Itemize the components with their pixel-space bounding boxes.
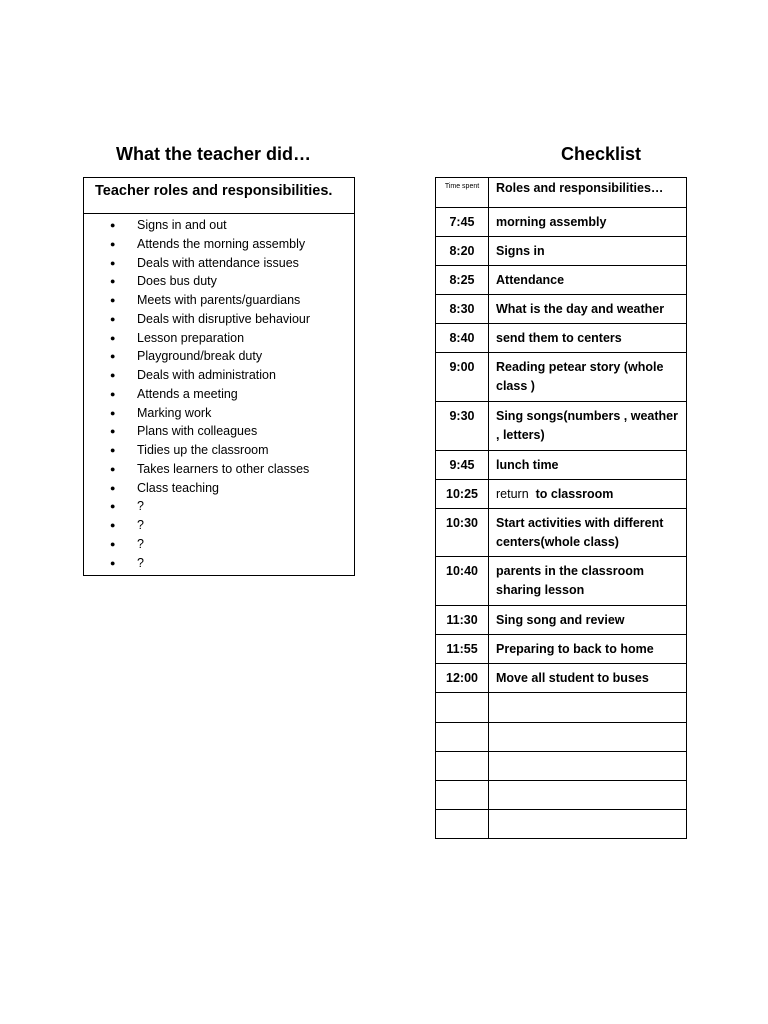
checklist-table	[435, 177, 687, 839]
bullet-icon: ●	[110, 463, 116, 474]
checklist-row	[436, 557, 687, 606]
left-heading: What the teacher did…	[116, 144, 312, 164]
time-spent-header: Time spent	[436, 178, 489, 208]
role-cell: Sing songs(numbers , weather , letters)	[489, 402, 687, 451]
time-cell: 10:40	[436, 557, 489, 606]
role-cell	[489, 810, 687, 839]
time-cell: 8:30	[436, 295, 489, 324]
checklist-row	[436, 635, 687, 664]
bullet-icon: ●	[110, 351, 116, 362]
role-cell	[489, 480, 687, 509]
time-cell	[436, 723, 489, 752]
role-item-label: Playground/break duty	[137, 349, 263, 364]
bullet-icon: ●	[110, 501, 116, 512]
time-cell	[436, 810, 489, 839]
role-item-label: Lesson preparation	[137, 330, 245, 345]
bullet-icon: ●	[110, 557, 116, 568]
role-cell: Move all student to buses	[489, 664, 687, 693]
time-cell: 11:55	[436, 635, 489, 664]
role-item-label: Does bus duty	[137, 274, 217, 289]
role-item-label: Deals with administration	[137, 368, 276, 382]
bullet-icon: ●	[110, 482, 116, 493]
role-item-label: Signs in and out	[137, 218, 227, 232]
checklist-row	[436, 781, 687, 810]
checklist-heading: Checklist	[561, 144, 642, 164]
role-cell: send them to centers	[489, 324, 687, 353]
time-cell: 9:45	[436, 451, 489, 480]
role-list-item	[84, 479, 354, 498]
time-cell: 8:25	[436, 266, 489, 295]
role-list-item	[84, 347, 354, 366]
role-list-item	[84, 460, 354, 479]
role-item-label: Deals with attendance issues	[137, 255, 299, 270]
role-list-item	[84, 235, 354, 254]
checklist-row	[436, 509, 687, 557]
checklist-row	[436, 693, 687, 723]
role-item-label: Marking work	[137, 405, 212, 420]
checklist-row	[436, 266, 687, 295]
checklist-row	[436, 208, 687, 237]
bullet-icon: ●	[110, 313, 116, 324]
time-cell: 7:45	[436, 208, 489, 237]
role-list-item	[84, 385, 354, 404]
role-list-item	[84, 497, 354, 516]
role-item-label: ?	[137, 555, 144, 570]
bullet-icon: ●	[110, 426, 116, 437]
role-cell: Preparing to back to home	[489, 635, 687, 664]
role-list-item	[84, 422, 354, 441]
role-list-item	[84, 216, 354, 235]
checklist-row	[436, 810, 687, 839]
time-cell: 9:30	[436, 402, 489, 451]
bullet-icon: ●	[110, 538, 116, 549]
time-cell: 10:30	[436, 509, 489, 557]
role-cell	[489, 781, 687, 810]
time-cell: 12:00	[436, 664, 489, 693]
time-cell	[436, 693, 489, 723]
bullet-icon: ●	[110, 520, 116, 530]
role-cell	[489, 723, 687, 752]
checklist-row	[436, 295, 687, 324]
roles-header: Roles and responsibilities…	[489, 178, 687, 208]
checklist-row	[436, 451, 687, 480]
role-list-item	[84, 254, 354, 273]
bullet-icon: ●	[110, 220, 116, 230]
bullet-icon: ●	[110, 238, 116, 249]
role-cell	[489, 752, 687, 781]
checklist-row	[436, 324, 687, 353]
role-cell: What is the day and weather	[489, 295, 687, 324]
role-item-label: Attends the morning assembly	[137, 236, 306, 251]
role-cell-plain-text: return	[496, 487, 529, 501]
role-list-item	[84, 554, 354, 573]
role-cell: lunch time	[489, 451, 687, 480]
role-cell: morning assembly	[489, 208, 687, 237]
checklist-row	[436, 752, 687, 781]
checklist-row	[436, 353, 687, 402]
role-list-item	[84, 272, 354, 291]
role-list-item	[84, 291, 354, 310]
role-item-label: ?	[137, 499, 144, 514]
bullet-icon: ●	[110, 445, 116, 455]
time-cell: 8:20	[436, 237, 489, 266]
roles-box	[83, 177, 355, 576]
role-cell: parents in the classroom sharing lesson	[489, 557, 687, 606]
bullet-icon: ●	[110, 388, 116, 399]
role-list-item	[84, 310, 354, 329]
checklist-row	[436, 237, 687, 266]
role-list-item	[84, 366, 354, 385]
bullet-icon: ●	[110, 276, 116, 287]
time-cell: 8:40	[436, 324, 489, 353]
time-cell: 11:30	[436, 606, 489, 635]
time-cell: 10:25	[436, 480, 489, 509]
checklist-header-row	[436, 178, 687, 208]
checklist-body	[436, 208, 687, 839]
role-item-label: Tidies up the classroom	[137, 443, 269, 457]
role-item-label: Deals with disruptive behaviour	[137, 311, 311, 326]
role-cell	[489, 693, 687, 723]
role-item-label: Takes learners to other classes	[137, 461, 310, 476]
role-cell: Sing song and review	[489, 606, 687, 635]
checklist-row	[436, 606, 687, 635]
role-cell: Attendance	[489, 266, 687, 295]
role-item-label: Attends a meeting	[137, 386, 238, 401]
time-cell	[436, 752, 489, 781]
role-list-item	[84, 404, 354, 423]
checklist-row	[436, 402, 687, 451]
role-cell-text: to classroom	[528, 487, 614, 501]
bullet-icon: ●	[110, 332, 116, 343]
bullet-icon: ●	[110, 295, 116, 305]
time-cell	[436, 781, 489, 810]
role-list-item	[84, 441, 354, 460]
role-list-item	[84, 535, 354, 554]
role-item-label: ?	[137, 536, 144, 551]
bullet-icon: ●	[110, 407, 116, 418]
role-cell: Reading petear story (whole class )	[489, 353, 687, 402]
role-item-label: Meets with parents/guardians	[137, 293, 301, 307]
role-cell: Start activities with different centers(whole class)	[489, 509, 687, 557]
role-list-item	[84, 516, 354, 535]
bullet-icon: ●	[110, 370, 116, 380]
time-cell: 9:00	[436, 353, 489, 402]
bullet-icon: ●	[110, 257, 116, 268]
roles-box-title: Teacher roles and responsibilities.	[84, 178, 354, 214]
role-item-label: Plans with colleagues	[137, 424, 258, 439]
checklist-row	[436, 664, 687, 693]
role-list-item	[84, 329, 354, 348]
role-cell: Signs in	[489, 237, 687, 266]
roles-list	[84, 214, 354, 572]
role-item-label: ?	[137, 518, 144, 532]
checklist-row	[436, 480, 687, 509]
role-item-label: Class teaching	[137, 480, 219, 495]
checklist-row	[436, 723, 687, 752]
